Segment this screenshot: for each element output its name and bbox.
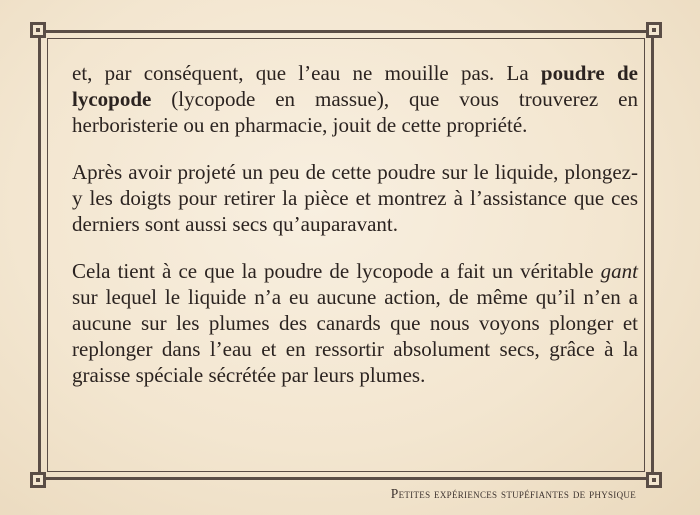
- frame-corner-ornament: [646, 472, 662, 488]
- italic-term-gant: gant: [600, 259, 638, 283]
- paragraph-3: [72, 258, 638, 388]
- running-footer: Petites expériences stupéfiantes de physique: [390, 486, 636, 501]
- frame-corner-ornament: [646, 22, 662, 38]
- text-segment: Après avoir projeté un peu de cette poudre sur le liquide, plongez-y les doigts pour retirer la pièce et montrez à l’assistance que ces derniers sont aussi secs qu’auparavant.: [72, 160, 638, 236]
- bold-term-poudre-de-lycopode: poudre de lycopode: [72, 61, 638, 111]
- text-segment: Cela tient à ce que la poudre de lycopode a fait un véritable: [72, 259, 601, 283]
- paragraph-1: [72, 60, 638, 138]
- frame-corner-ornament: [30, 472, 46, 488]
- text-segment: sur lequel le liquide n’a eu aucune action, de même qu’il n’en a aucune sur les plumes des canards que nous voyons plonger et replonger dans l’eau et en ressortir absolument secs, grâce à la graisse spéciale sécrétée par leurs plumes.: [72, 285, 638, 387]
- frame-corner-ornament: [30, 22, 46, 38]
- paragraph-2: [72, 159, 638, 237]
- text-segment: (lycopode en massue), que vous trouverez en herboristerie ou en pharmacie, jouit de cette propriété.: [72, 87, 638, 137]
- body-text: [72, 60, 638, 409]
- text-segment: et, par conséquent, que l’eau ne mouille pas. La: [72, 61, 541, 85]
